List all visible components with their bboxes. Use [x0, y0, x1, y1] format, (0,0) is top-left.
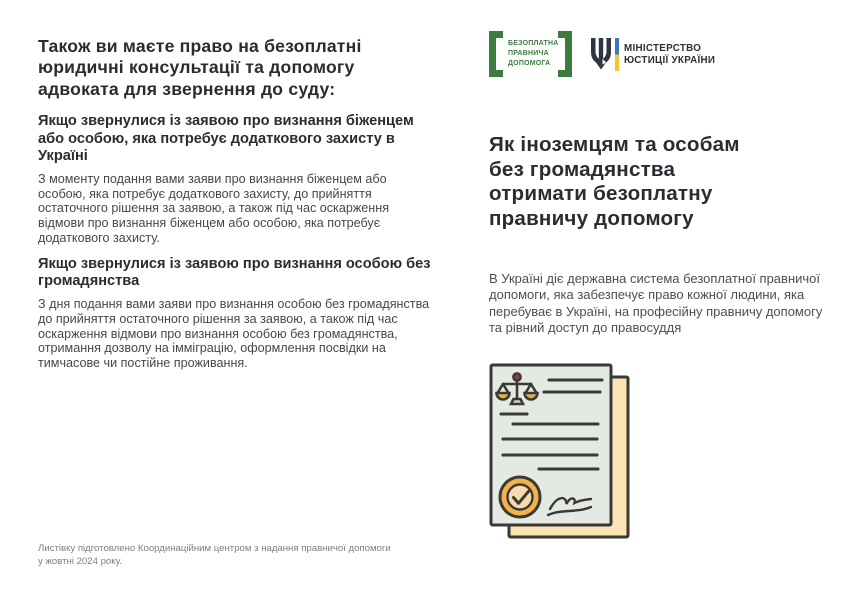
- trident-icon: [590, 38, 612, 71]
- bracket-left-icon: [489, 31, 503, 77]
- ministry-of-justice-logo: [590, 38, 715, 71]
- page-title: [489, 133, 825, 232]
- free-legal-aid-logo-text: [503, 31, 558, 77]
- logo-text-line: ДОПОМОГА: [508, 59, 551, 67]
- ministry-name-line: МІНІСТЕРСТВО: [624, 43, 702, 55]
- legal-document-illustration: [487, 363, 825, 552]
- page-title-line: правничу допомогу: [489, 207, 694, 231]
- flag-bar-icon: [615, 38, 619, 71]
- footer-line: Листівку підготовлено Координаційним центром з надання правничої допомоги: [38, 543, 391, 554]
- left-column: [38, 36, 432, 371]
- intro-paragraph: В Україні діє державна система безоплатної правничої допомоги, яка забезпечує право кожної людини, яка перебуває в Україні, на професійну правничу допомогу та рівний доступ до правосуддя: [489, 270, 823, 336]
- left-heading-line: Також ви маєте право на безоплатні: [38, 36, 362, 56]
- page-title-line: без громадянства: [489, 157, 676, 181]
- section-body: З дня подання вами заяви про визнання особою без громадянства до прийняття остаточного рішення за заявою, а також під час оскарження відмови про визнання особою без громадянства, отримання дозволу на імміграцію, оформлення посвідки на тимчасове чи постійне проживання.: [38, 297, 430, 371]
- left-heading-line: адвоката для звернення до суду:: [38, 78, 336, 99]
- footer-line: у жовтні 2024 року.: [38, 555, 123, 567]
- bracket-right-icon: [558, 31, 572, 77]
- ministry-name-line: ЮСТИЦІЇ УКРАЇНИ: [624, 54, 716, 66]
- left-heading-line: юридичні консультації та допомогу: [38, 57, 355, 78]
- logo-text-line: БЕЗОПЛАТНА: [508, 40, 559, 48]
- footer-note: [38, 543, 438, 569]
- right-column: [489, 31, 825, 552]
- seal-icon: [500, 477, 540, 517]
- left-heading: [38, 36, 432, 100]
- section-refugee: [38, 113, 432, 245]
- free-legal-aid-logo: [489, 31, 572, 77]
- page-title-line: Як іноземцям та особам: [489, 133, 740, 156]
- page-title-line: отримати безоплатну: [489, 182, 713, 206]
- section-body: З моменту подання вами заяви про визнання біженцем або особою, яка потребує додаткового захисту, до прийняття остаточного рішення за заявою, а також під час оскарження відмови про визнання біженцем або особою, яка потребує додаткового захисту.: [38, 172, 390, 245]
- section-title: Якщо звернулися із заявою про визнання особою без громадянства: [38, 255, 431, 289]
- section-stateless: [38, 256, 432, 371]
- logo-text-line: ПРАВНИЧА: [508, 50, 549, 58]
- legal-document-illustration-svg: [487, 363, 635, 547]
- ministry-name: [624, 43, 715, 65]
- logos-row: [489, 31, 825, 77]
- section-title: Якщо звернулися із заявою про визнання біженцем або особою, яка потребує додаткового захисту в Україні: [38, 113, 414, 164]
